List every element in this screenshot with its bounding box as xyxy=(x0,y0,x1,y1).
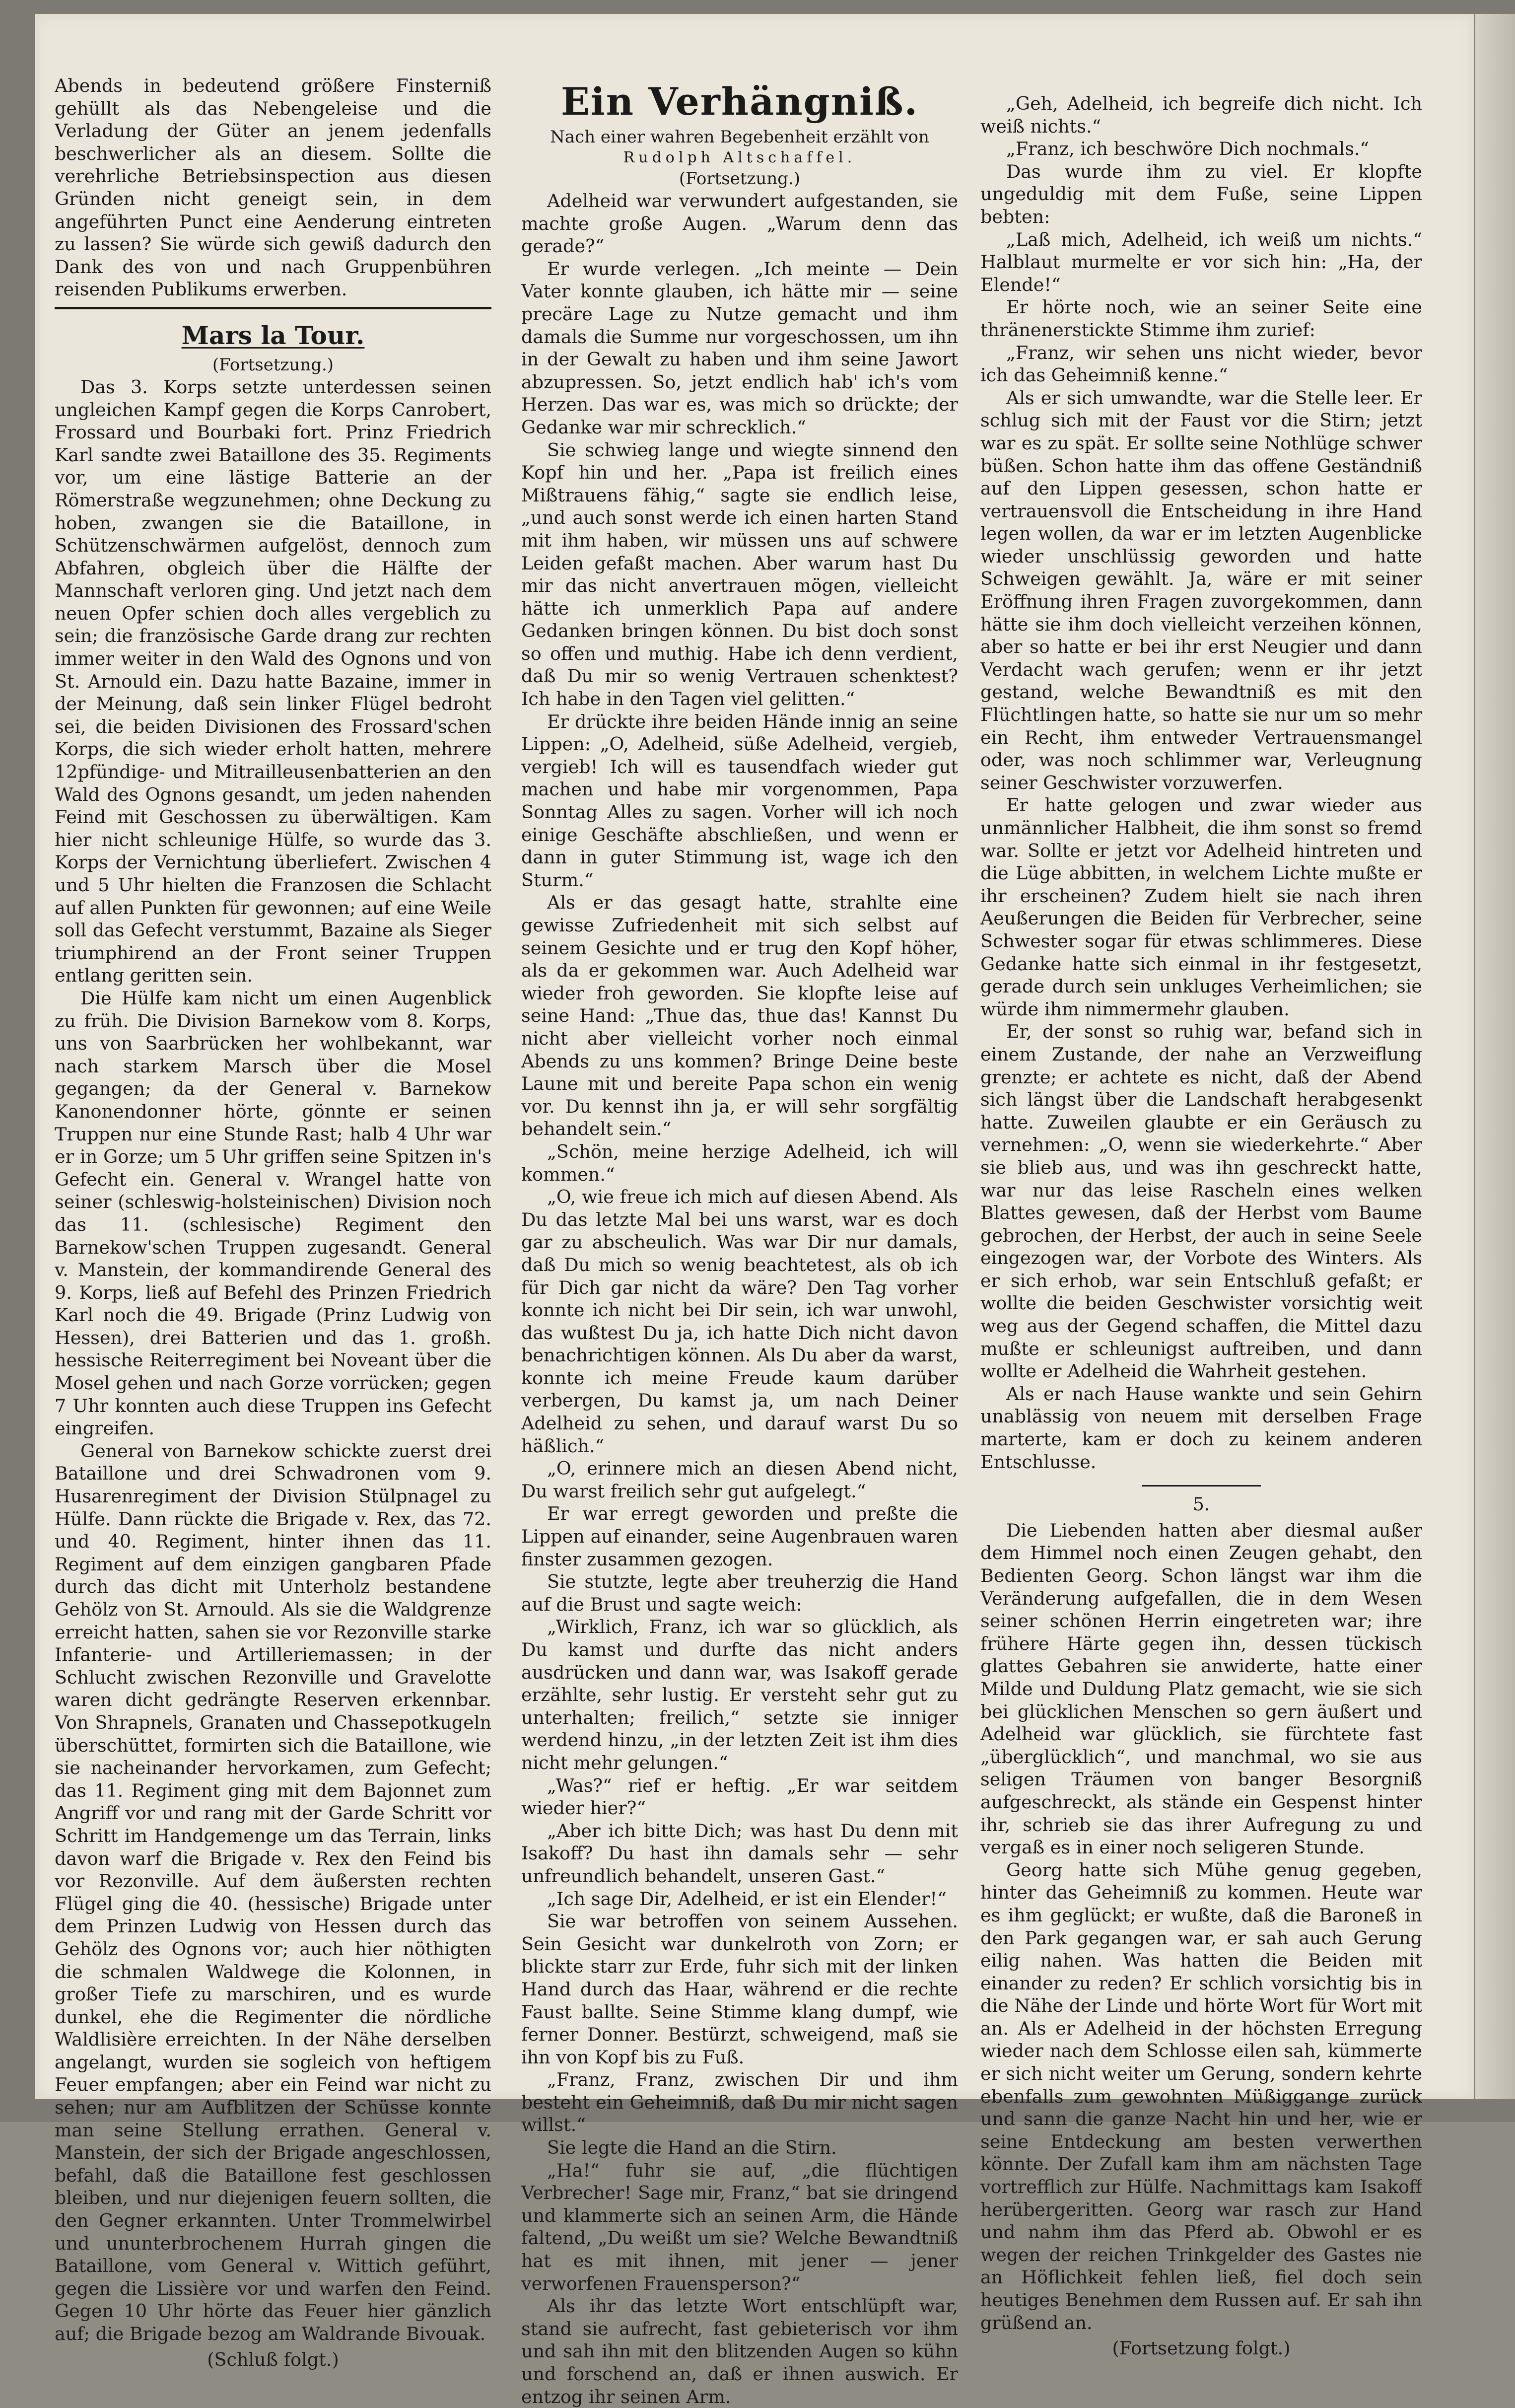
paragraph: Sie schwieg lange und wiegte sinnend den Kopf hin und her. „Papa ist freilich eines Mißtrauens fähig,“ sagte sie endlich leise, „und auch sonst werde ich einen harten Stand mit ihm haben, wir müssen uns auf schwere Leiden gefaßt machen. Aber warum hast Du mir das nicht anvertrauen mögen, vielleicht hätte ich unmerklich Papa auf andere Gedanken bringen können. Du bist doch sonst so offen und muthig. Habe ich denn verdient, daß Du mir so wenig Vertrauen schenktest? Ich habe in den Tagen viel gelitten.“ xyxy=(521,439,958,710)
paragraph: Er war erregt geworden und preßte die Lippen auf einander, seine Augenbrauen waren finster zusammen gezogen. xyxy=(521,1503,958,1570)
paragraph: Sie stutzte, legte aber treuherzig die Hand auf die Brust und sagte weich: xyxy=(521,1571,958,1615)
paragraph: Als er nach Hause wankte und sein Gehirn unablässig von neuem mit derselben Frage marterte, kam er doch zu keinem anderen Entschlusse. xyxy=(980,1383,1422,1473)
paragraph: „O, erinnere mich an diesen Abend nicht, Du warst freilich sehr gut aufgelegt.“ xyxy=(521,1458,958,1502)
paragraph: General von Barnekow schickte zuerst drei Bataillone und drei Schwadronen vom 9. Husarenregiment der Division Stülpnagel zu Hülfe. Dann rückte die Brigade v. Rex, das 72. und 40. Regiment, hinter ihnen das 11. Regiment auf dem einzigen gangbaren Pfade durch das dicht mit Unterholz bestandene Gehölz von St. Arnould. Als sie die Waldgrenze erreicht hatten, sahen sie vor Rezonville starke Infanterie- und Artilleriemassen; in der Schlucht zwischen Rezonville und Gravelotte waren dicht gedrängte Reserven erkennbar. Von Shrapnels, Granaten und Chassepotkugeln überschüttet, formirten sich die Bataillone, wie sie nacheinander hervorkamen, zum Gefecht; das 11. Regiment ging mit dem Bajonnet zum Angriff vor und rang mit der Garde Schritt vor Schritt im Handgemenge um das Terrain, links davon warf die Brigade v. Rex den Feind bis vor Rezonville. Auf dem äußersten rechten Flügel ging die 40. (hessische) Brigade unter dem Prinzen Ludwig von Hessen durch das Gehölz des Ognons vor; auch hier nöthigten die schmalen Waldwege die Kolonnen, in großer Tiefe zu marschiren, und es wurde dunkel, ehe die Regimenter die nördliche Waldlisière erreichten. In der Nähe derselben angelangt, wurden sie sogleich von heftigem Feuer empfangen; aber ein Feind war nicht zu sehen; nur am Aufblitzen der Schüsse konnte man seine Stellung errathen. General v. Manstein, der sich der Brigade angeschlossen, befahl, daß die Bataillone fest geschlossen bleiben, und nur diejenigen feuern sollten, die den Gegner erkannten. Unter Trommelwirbel und ununterbrochenem Hurrah gingen die Bataillone, vom General v. Wittich geführt, gegen die Lissière vor und warfen den Feind. Gegen 10 Uhr hörte das Feuer hier gänzlich auf; die Brigade bezog am Waldrande Bivouak. xyxy=(55,1440,491,2344)
paragraph: „Wirklich, Franz, ich war so glücklich, als Du kamst und durfte das nicht anders ausdrücken und dann war, was Isakoff gerade erzählte, sehr lustig. Er versteht sehr gut zu unterhalten; freilich,“ setzte sie inniger werdend hinzu, „in der letzten Zeit ist ihm dies nicht mehr gelungen.“ xyxy=(521,1616,958,1773)
paragraph: „Ha!“ fuhr sie auf, „die flüchtigen Verbrecher! Sage mir, Franz,“ bat sie dringend und klammerte sich an seinen Arm, die Hände faltend, „Du weißt um sie? Welche Bewandtniß hat es mit ihnen, mit jener — jener verworfenen Frauensperson?“ xyxy=(521,2159,958,2294)
paragraph: „Franz, wir sehen uns nicht wieder, bevor ich das Geheimniß kenne.“ xyxy=(980,342,1422,386)
paragraph: Sie legte die Hand an die Stirn. xyxy=(547,2137,837,2159)
paragraph: Er drückte ihre beiden Hände innig an seine Lippen: „O, Adelheid, süße Adelheid, vergieb, vergieb! Ich will es tausendfach wieder gut machen und habe mir vorgenommen, Papa Sonntag Alles zu sagen. Vorher will ich noch einige Geschäfte abschließen, und wenn er dann in guter Stimmung ist, wage ich den Sturm.“ xyxy=(521,710,958,891)
continuation-note: (Fortsetzung.) xyxy=(679,169,801,189)
paragraph: Er hatte gelogen und zwar wieder aus unmännlicher Halbheit, die ihm sonst so fremd war. Sollte er jetzt vor Adelheid hintreten und die Lüge abbitten, in welchem Lichte mußte er ihr erscheinen? Zudem hielt sie nach ihren Aeußerungen die Beiden für Verbrecher, seine Schwester sogar für etwas schlimmeres. Diese Gedanke hatte sich einmal in ihr festgesetzt, gerade durch sein unkluges Verheimlichen; sie würde ihm nimmermehr glauben. xyxy=(980,794,1422,1020)
paragraph: Das wurde ihm zu viel. Er klopfte ungeduldig mit dem Fuße, seine Lippen bebten: xyxy=(980,160,1422,227)
paragraph: Er wurde verlegen. „Ich meinte — Dein Vater konnte glauben, ich hätte mir — seine precäre Lage zu Nutze gemacht und ihm damals die Summe nur vorgeschossen, um ihn in der Gewalt zu haben und ihm seine Jawort abzupressen. So, jetzt endlich hab' ich's vom Herzen. Das war es, was mich so drückte; der Gedanke war mir schrecklich.“ xyxy=(521,258,958,438)
paragraph: „Aber ich bitte Dich; was hast Du denn mit Isakoff? Du hast ihn damals sehr — sehr unfreundlich behandelt, unseren Gast.“ xyxy=(521,1820,958,1887)
intro-paragraph: Abends in bedeutend größere Finsterniß gehüllt als das Nebengeleise und die Verladung der Güter an jenem jedenfalls beschwerlicher als an diesem. Sollte die verehrliche Betriebsinspection aus diesen Gründen nicht geneigt sein, in dem angeführten Punct eine Aenderung eintreten zu lassen? Sie würde sich gewiß dadurch den Dank des von und nach Gruppenbühren reisenden Publikums erwerben. xyxy=(55,75,491,300)
column-left xyxy=(55,74,491,2371)
paragraph: „O, wie freue ich mich auf diesen Abend. Als Du das letzte Mal bei uns warst, war es doch gar zu abscheulich. Was war Dir nur damals, daß Du mich so wenig beachtetest, als ob ich für Dich gar nicht da wäre? Den Tag vorher konnte ich nicht bei Dir sein, ich war unwohl, das wußtest Du ja, ich hatte Dich nicht davon benachrichtigen können. Als Du aber da warst, konnte ich meine Freude kaum darüber verbergen, Du kamst ja, um nach Deiner Adelheid zu sehen, und darauf warst Du so häßlich.“ xyxy=(521,1186,958,1457)
paragraph: Als er das gesagt hatte, strahlte eine gewisse Zufriedenheit mit sich selbst auf seinem Gesichte und er trug den Kopf höher, als da er gekommen war. Auch Adelheid war wieder froh geworden. Sie klopfte leise auf seine Hand: „Thue das, thue das! Kannst Du nicht aber vielleicht vorher noch einmal Abends zu uns kommen? Bringe Deine beste Laune mit und bereite Papa schon ein wenig vor. Du kennst ihn ja, er will sehr sorgfältig behandelt sein.“ xyxy=(521,892,958,1140)
paragraph: „Geh, Adelheid, ich begreife dich nicht. Ich weiß nichts.“ xyxy=(980,93,1422,137)
story-title: Ein Verhängniß. xyxy=(560,79,919,124)
end-note: (Fortsetzung folgt.) xyxy=(1112,2337,1291,2359)
paragraph: Die Hülfe kam nicht um einen Augenblick zu früh. Die Division Barnekow vom 8. Korps, uns von Saarbrücken her wohlbekannt, war nach starkem Marsch über die Mosel gegangen; da der General v. Barnekow Kanonendonner hörte, gönnte er seinen Truppen nur eine Stunde Rast; halb 4 Uhr war er in Gorze; um 5 Uhr griffen seine Spitzen in's Gefecht ein. General v. Wrangel hatte von seiner (schleswig-holsteinischen) Division noch das 11. (schlesische) Regiment den Barnekow'schen Truppen zugesandt. General v. Manstein, der kommandirende General des 9. Korps, ließ auf Befehl des Prinzen Friedrich Karl noch die 49. Brigade (Prinz Ludwig von Hessen), drei Batterien und das 1. großh. hessische Reiterregiment bei Noveant über die Mosel gehen und nach Gorze vorrücken; gegen 7 Uhr konnten auch diese Truppen ins Gefecht eingreifen. xyxy=(55,987,491,1439)
paragraph: „Laß mich, Adelheid, ich weiß um nichts.“ Halblaut murmelte er vor sich hin: „Ha, der Elende!“ xyxy=(980,228,1422,295)
column-middle xyxy=(521,79,958,2408)
continuation-note: (Fortsetzung.) xyxy=(212,354,334,375)
story-subtitle: Nach einer wahren Begebenheit erzählt von xyxy=(550,127,929,147)
column-right xyxy=(980,92,1422,2360)
paragraph: Sie war betroffen von seinem Aussehen. Sein Gesicht war dunkelroth von Zorn; er blickte starr zur Erde, fuhr sich mit der linken Hand durch das Haar, während er die rechte Faust ballte. Seine Stimme klang dumpf, wie ferner Donner. Bestürzt, schweigend, maß sie ihn von Kopf bis zu Fuß. xyxy=(521,1911,958,2068)
paragraph: „Franz, Franz, zwischen Dir und ihm besteht ein Geheimniß, daß Du mir nicht sagen willst.“ xyxy=(521,2069,958,2136)
paragraph: Als ihr das letzte Wort entschlüpft war, stand sie aufrecht, fast gebieterisch vor ihm und sah ihn mit den blitzenden Augen so kühn und forschend an, daß er ihnen auswich. Er entzog ihr seinen Arm. xyxy=(521,2295,958,2408)
paragraph: Er, der sonst so ruhig war, befand sich in einem Zustande, der nahe an Verzweiflung grenzte; er achtete es nicht, daß der Abend sich längst über die Landschaft herabgesenkt hatte. Zuweilen glaubte er ein Geräusch zu vernehmen: „O, wenn sie wiederkehrte.“ Aber sie blieb aus, und was ihn geschreckt hatte, war nur das leise Rascheln eines welken Blattes gewesen, daß der Herbst vom Baume gebrochen, der Herbst, der auch in seine Seele eingezogen war, der Vorbote des Winters. Als er sich erhob, war sein Entschluß gefaßt; er wollte die beiden Geschwister vorsichtig weit weg aus der Gegend schaffen, die Mittel dazu mußte er schleunigst auftreiben, und dann wollte er Adelheid die Wahrheit gestehen. xyxy=(980,1021,1422,1382)
paragraph: „Ich sage Dir, Adelheid, er ist ein Elender!“ xyxy=(547,1888,947,1910)
paragraph: Adelheid war verwundert aufgestanden, sie machte große Augen. „Warum denn das gerade?“ xyxy=(521,190,958,257)
chapter-number: 5. xyxy=(1192,1494,1210,1515)
paragraph: Georg hatte sich Mühe genug gegeben, hinter das Geheimniß zu kommen. Heute war es ihm geglückt; er wußte, daß die Baroneß in den Park gegangen war, er sah auch Gerung eilig nahen. Was hatten die Beiden mit einander zu reden? Er schlich vorsichtig bis in die Nähe der Linde und hörte Wort für Wort mit an. Als er Adelheid in der höchsten Erregung wieder nach dem Schlosse eilen sah, kümmerte er sich nicht weiter um Gerung, sondern kehrte ebenfalls zum gewohnten Müßiggange zurück und sann die ganze Nacht hin und her, wie er seine Entdeckung am besten verwerthen könnte. Der Zufall kam ihm am nächsten Tage vortrefflich zur Hülfe. Nachmittags kam Isakoff herübergeritten. Georg war rasch zur Hand und nahm ihm das Pferd ab. Obwohl er es wegen der reichen Trinkgelder des Gastes nie an Höflichkeit fehlen ließ, fiel doch sein heutiges Benehmen dem Russen auf. Er sah ihn grüßend an. xyxy=(980,1859,1422,2334)
paragraph: Das 3. Korps setzte unterdessen seinen ungleichen Kampf gegen die Korps Canrobert, Frossard und Bourbaki fort. Prinz Friedrich Karl sandte zwei Bataillone des 35. Regiments vor, um eine lästige Batterie an der Römerstraße wegzunehmen; ohne Deckung zu hoben, zwangen sie die Bataillone, in Schützenschwärmen aufgelöst, dennoch zum Abfahren, obgleich über die Hälfte der Mannschaft verloren ging. Und jetzt nach dem neuen Opfer schien doch alles vergeblich zu sein; die französische Garde drang zur rechten immer weiter in den Wald des Ognons und von St. Arnould ein. Dazu hatte Bazaine, immer in der Meinung, daß sein linker Flügel bedroht sei, die beiden Divisionen des Frossard'schen Korps, die sich wieder erholt hatten, mehrere 12pfündige- und Mitrailleusenbatterien an den Wald des Ognons gesandt, um jeden nahenden Feind mit Geschossen zu überwältigen. Kam hier nicht schleunige Hülfe, so wurde das 3. Korps der Vernichtung überliefert. Zwischen 4 und 5 Uhr hielten die Franzosen die Schlacht auf allen Punkten für gewonnen; auf eine Weile soll das Gefecht verstummt, Bazaine als Sieger triumphirend an der Front seiner Truppen entlang geritten sein. xyxy=(55,376,491,987)
chapter-divider xyxy=(1142,1485,1261,1487)
section-divider xyxy=(55,307,491,309)
paragraph: Er hörte noch, wie an seiner Seite eine thränenerstickte Stimme ihm zurief: xyxy=(980,296,1422,341)
paragraph: „Schön, meine herzige Adelheid, ich will kommen.“ xyxy=(521,1140,958,1185)
paragraph: „Franz, ich beschwöre Dich nochmals.“ xyxy=(1006,138,1370,160)
paragraph: „Was?“ rief er heftig. „Er war seitdem wieder hier?“ xyxy=(521,1774,958,1819)
paragraph: Als er sich umwandte, war die Stelle leer. Er schlug sich mit der Faust vor die Stirn; jetzt war es zu spät. Er sollte seine Nothlüge schwer büßen. Schon hatte ihm das offene Geständniß auf den Lippen gesessen, schon hatte er vertrauensvoll die Entscheidung in ihre Hand legen wollen, da war er im letzten Augenblicke wieder unschlüssig geworden und hatte Schweigen gewählt. Ja, wäre er mit seiner Eröffnung ihren Fragen zuvorgekommen, dann hätte sie ihm doch vielleicht verzeihen können, aber so hatte er bei ihr erst Neugier und dann Verdacht wach gerufen; wenn er ihr jetzt gestand, welche Bewandtniß es mit den Flüchtlingen hatte, so hatte sie nur um so mehr ein Recht, ihm entweder Vertrauensmangel oder, was noch schlimmer war, Verleugnung seiner Geschwister vorzuwerfen. xyxy=(980,387,1422,793)
paragraph: Die Liebenden hatten aber diesmal außer dem Himmel noch einen Zeugen gehabt, den Bedienten Georg. Schon längst war ihm die Veränderung aufgefallen, die in dem Wesen seiner schönen Herrin eingetreten war; ihre frühere Härte gegen ihn, dessen tückisch glattes Gebahren sie anwiderte, hatte einer Milde und Duldung Platz gemacht, wie sie sich bei glücklichen Menschen so gern äußert und Adelheid war glücklich, sie fürchtete fast „überglücklich“, und manchmal, wo sie aus seligen Träumen von banger Besorgniß aufgeschreckt, als stände ein Gespenst hinter ihr, schrieb sie das ihrer Aufregung zu und vergaß es in einer noch seligeren Stunde. xyxy=(980,1519,1422,1858)
story-author: Rudolph Altschaffel. xyxy=(623,149,856,166)
page-edge xyxy=(1475,14,1515,2099)
article-title-mars-la-tour: Mars la Tour. xyxy=(181,320,365,350)
end-note: (Schluß folgt.) xyxy=(207,2348,339,2370)
